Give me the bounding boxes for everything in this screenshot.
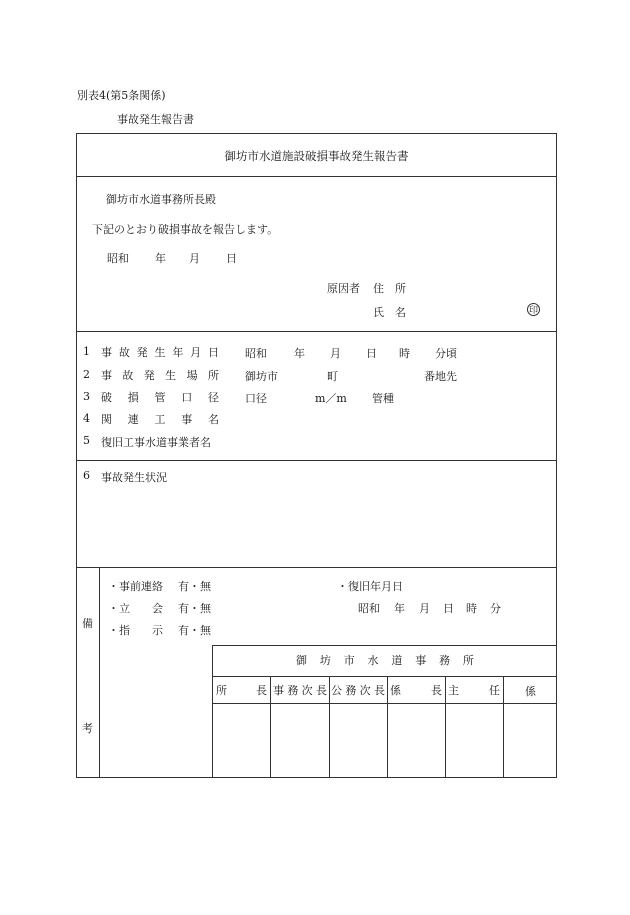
office-col-divider bbox=[329, 676, 330, 778]
date-year: 年 bbox=[155, 252, 166, 265]
date-month: 月 bbox=[189, 252, 200, 265]
office-col-admin-deputy: 事 務 次 長 bbox=[273, 684, 327, 697]
item-3-no: 3 bbox=[83, 390, 90, 403]
date-era: 昭和 bbox=[107, 252, 129, 265]
intro-text: 下記のとおり破損事故を報告します。 bbox=[92, 223, 279, 236]
reporter-name-label: 氏 名 bbox=[373, 306, 406, 319]
item-2-no: 2 bbox=[83, 368, 90, 381]
item-1-year: 年 bbox=[294, 347, 305, 360]
form-name: 事故発生報告書 bbox=[117, 113, 194, 126]
divider bbox=[76, 567, 557, 568]
office-col-divider bbox=[445, 676, 446, 778]
office-col-director: 所 長 bbox=[216, 684, 267, 697]
reporter-label: 原因者 bbox=[327, 282, 360, 295]
restore-day: 日 bbox=[443, 602, 454, 615]
item-1-label: 事 故 発 生 年 月 日 bbox=[101, 346, 219, 359]
remarks-side-top: 備 bbox=[82, 617, 93, 630]
check-instruction-label: ・指 示 bbox=[108, 624, 163, 637]
restore-month: 月 bbox=[419, 602, 430, 615]
item-3-label: 破 損 管 口 径 bbox=[101, 391, 219, 404]
item-2-town: 町 bbox=[327, 370, 338, 383]
office-name: 御 坊 市 水 道 事 務 所 bbox=[296, 654, 474, 667]
item-3-pipe-type: 管種 bbox=[372, 392, 394, 405]
office-table-left bbox=[212, 645, 213, 778]
office-col-senior: 主 任 bbox=[448, 684, 500, 697]
divider bbox=[76, 176, 557, 177]
item-3-bore: 口径 bbox=[245, 392, 267, 405]
check-advance-notice-value: 有・無 bbox=[178, 580, 211, 593]
office-col-works-deputy: 公 務 次 長 bbox=[331, 684, 385, 697]
office-col-divider bbox=[387, 676, 388, 778]
item-2-lot: 番地先 bbox=[424, 370, 457, 383]
divider bbox=[76, 460, 557, 461]
item-5-label: 復旧工事水道事業者名 bbox=[101, 436, 211, 449]
appendix-label: 別表4(第5条関係) bbox=[77, 89, 166, 102]
item-1-hour: 時 bbox=[399, 347, 410, 360]
office-table-row-divider bbox=[212, 676, 557, 677]
divider bbox=[76, 331, 557, 332]
reporter-address-label: 住 所 bbox=[373, 282, 406, 295]
remarks-side-bottom: 考 bbox=[82, 722, 93, 735]
item-2-label: 事 故 発 生 場 所 bbox=[101, 369, 219, 382]
office-table-row-divider bbox=[212, 703, 557, 704]
item-1-month: 月 bbox=[330, 347, 341, 360]
item-5-no: 5 bbox=[83, 434, 90, 447]
item-1-day: 日 bbox=[366, 347, 377, 360]
office-col-staff: 係 bbox=[525, 685, 536, 698]
item-6-no: 6 bbox=[83, 469, 90, 482]
item-1-minute: 分頃 bbox=[435, 347, 457, 360]
item-4-no: 4 bbox=[83, 412, 90, 425]
restore-year: 年 bbox=[394, 602, 405, 615]
restore-minute: 分 bbox=[490, 602, 501, 615]
item-6-label: 事故発生状況 bbox=[101, 471, 167, 484]
addressee: 御坊市水道事務所長殿 bbox=[106, 193, 216, 206]
item-2-city: 御坊市 bbox=[245, 370, 278, 383]
item-3-unit: m／m bbox=[315, 392, 347, 405]
office-col-divider bbox=[270, 676, 271, 778]
restore-date-label: ・復旧年月日 bbox=[337, 580, 403, 593]
check-advance-notice-label: ・事前連絡 bbox=[108, 580, 163, 593]
item-1-no: 1 bbox=[83, 345, 90, 358]
office-table-top bbox=[212, 645, 557, 646]
check-instruction-value: 有・無 bbox=[178, 624, 211, 637]
restore-hour: 時 bbox=[466, 602, 477, 615]
check-attendance-label: ・立 会 bbox=[108, 602, 163, 615]
check-attendance-value: 有・無 bbox=[178, 602, 211, 615]
item-1-era: 昭和 bbox=[245, 347, 267, 360]
restore-era: 昭和 bbox=[358, 602, 380, 615]
item-4-label: 関 連 工 事 名 bbox=[101, 413, 219, 426]
office-col-divider bbox=[503, 676, 504, 778]
office-col-section-chief: 係 長 bbox=[390, 684, 442, 697]
date-day: 日 bbox=[226, 252, 237, 265]
seal-icon: 印 bbox=[527, 303, 540, 316]
remarks-side-divider bbox=[99, 567, 100, 778]
form-title: 御坊市水道施設破損事故発生報告書 bbox=[224, 149, 409, 163]
